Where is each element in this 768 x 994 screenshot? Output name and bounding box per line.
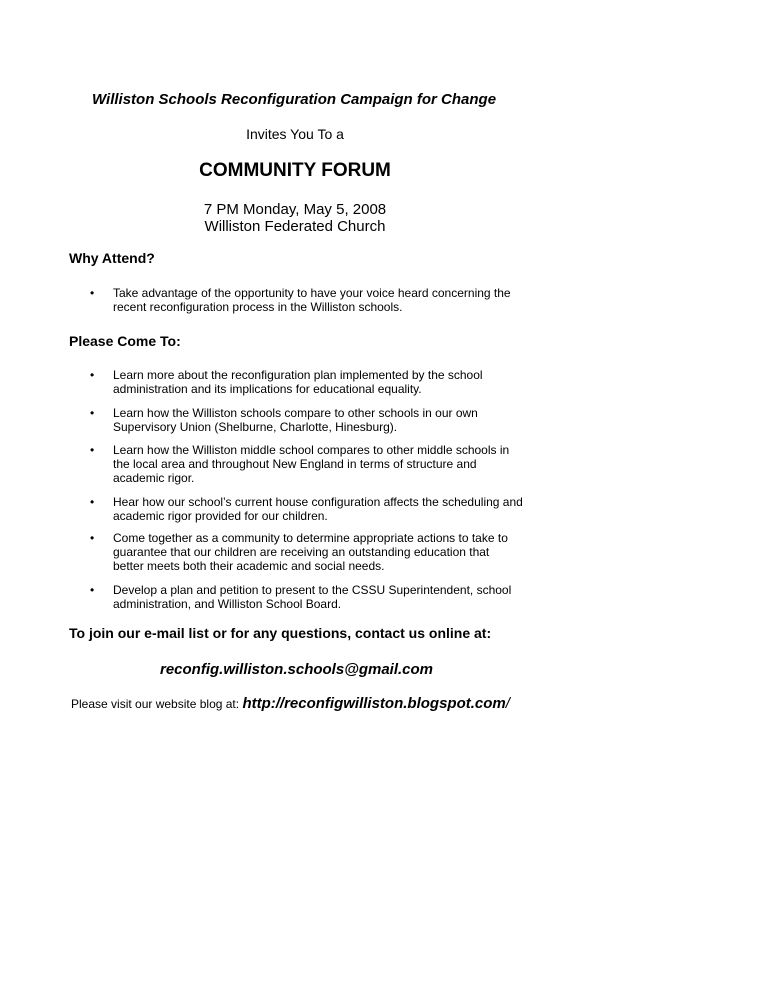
contact-email-link[interactable]: reconfig.williston.schools@gmail.com (160, 661, 434, 678)
list-item-text: Take advantage of the opportunity to have your voice heard concerning the recent reconfiguration process in the Williston schools. (113, 286, 511, 314)
bullet-icon: • (90, 443, 95, 457)
list-item-text: Learn how the Williston middle school compares to other middle schools in the local area and throughout New England in terms of structure and academic rigor. (113, 443, 510, 485)
join-contact-line: To join our e-mail list or for any questions, contact us online at: (69, 625, 492, 641)
list-item-text: Hear how our school’s current house configuration affects the scheduling and academic rigor provided for our children. (113, 495, 523, 523)
bullet-icon: • (90, 368, 95, 382)
list-item-text: Learn how the Williston schools compare to other schools in our own Supervisory Union (Shelburne, Charlotte, Hinesburg). (113, 406, 478, 434)
bullet-icon: • (90, 495, 95, 509)
blog-prefix: Please visit our website blog at: (71, 697, 240, 711)
bullet-icon: • (90, 406, 95, 420)
bullet-icon: • (90, 531, 95, 545)
blog-url-link[interactable]: http://reconfigwilliston.blogspot.com (242, 695, 506, 712)
forum-title: COMMUNITY FORUM (199, 160, 391, 181)
event-time: 7 PM Monday, May 5, 2008 (203, 201, 387, 218)
bullet-icon: • (90, 286, 95, 300)
blog-line (71, 695, 510, 712)
why-attend-heading: Why Attend? (69, 250, 155, 266)
invitation-line: Invites You To a (246, 126, 344, 142)
bullet-icon: • (90, 583, 95, 597)
blog-url-suffix: / (505, 695, 510, 712)
event-location: Williston Federated Church (204, 218, 386, 235)
list-item-text: Learn more about the reconfiguration plan implemented by the school administration and its implications for educational equality. (113, 368, 483, 396)
please-come-heading: Please Come To: (69, 333, 181, 349)
organization-title: Williston Schools Reconfiguration Campaign for Change (92, 91, 497, 108)
list-item-text: Develop a plan and petition to present to the CSSU Superintendent, school administration, and Williston School Board. (113, 583, 512, 611)
list-item-text: Come together as a community to determine appropriate actions to take to guarantee that our children are receiving an outstanding education that better meets both their academic and social needs. (113, 531, 508, 573)
